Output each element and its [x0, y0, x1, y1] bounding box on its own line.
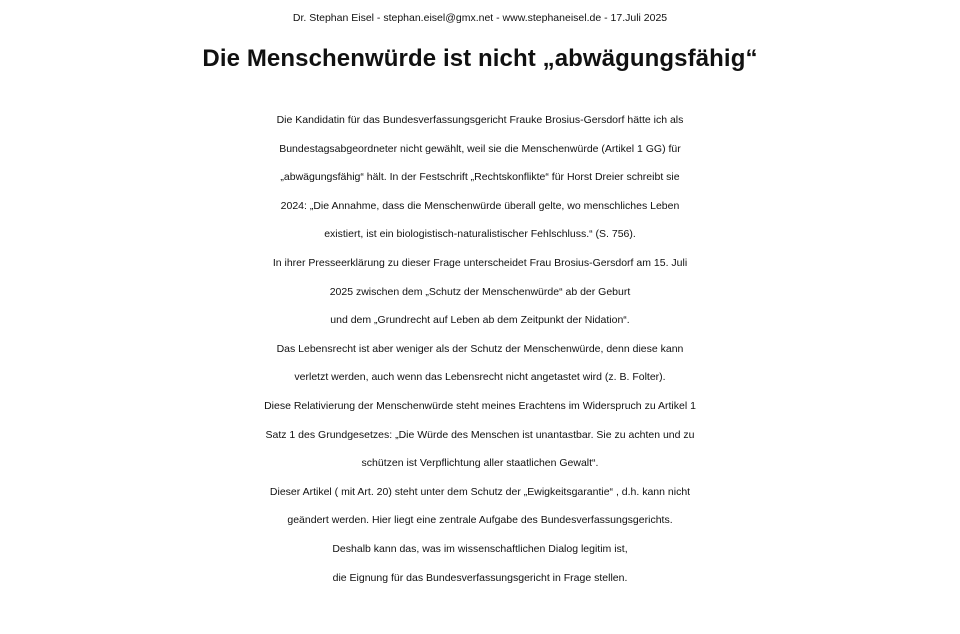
- body-line: Deshalb kann das, was im wissenschaftlichen Dialog legitim ist,: [332, 542, 628, 555]
- body-line: „abwägungsfähig“ hält. In der Festschrift „Rechtskonflikte“ für Horst Dreier schreibt sie: [280, 171, 680, 184]
- body-line: verletzt werden, auch wenn das Lebensrecht nicht angetastet wird (z. B. Folter).: [294, 371, 666, 384]
- body-line: die Eignung für das Bundesverfassungsgericht in Frage stellen.: [332, 571, 628, 584]
- body-line: In ihrer Presseerklärung zu dieser Frage unterscheidet Frau Brosius-Gersdorf am 15. Juli: [272, 256, 688, 269]
- body-line: Das Lebensrecht ist aber weniger als der Schutz der Menschenwürde, denn diese kann: [276, 342, 684, 355]
- body-line: Bundestagsabgeordneter nicht gewählt, weil sie die Menschenwürde (Artikel 1 GG) für: [279, 142, 681, 155]
- page-title: Die Menschenwürde ist nicht „abwägungsfähig“: [202, 45, 758, 72]
- body-line: Diese Relativierung der Menschenwürde steht meines Erachtens im Widerspruch zu Artikel 1: [264, 399, 696, 412]
- body-line: und dem „Grundrecht auf Leben ab dem Zeitpunkt der Nidation“.: [330, 314, 630, 327]
- body-line: schützen ist Verpflichtung aller staatlichen Gewalt“.: [361, 457, 599, 470]
- body-line: 2024: „Die Annahme, dass die Menschenwürde überall gelte, wo menschliches Leben: [280, 199, 680, 212]
- body-line: Dieser Artikel ( mit Art. 20) steht unter dem Schutz der „Ewigkeitsgarantie“ , d.h. kann nicht: [269, 485, 691, 498]
- author-byline: Dr. Stephan Eisel - stephan.eisel@gmx.net - www.stephaneisel.de - 17.Juli 2025: [292, 12, 668, 24]
- body-line: Die Kandidatin für das Bundesverfassungsgericht Frauke Brosius-Gersdorf hätte ich als: [276, 114, 684, 126]
- body-text: [0, 106, 960, 592]
- body-line: Satz 1 des Grundgesetzes: „Die Würde des Menschen ist unantastbar. Sie zu achten und zu: [265, 428, 695, 441]
- body-line: geändert werden. Hier liegt eine zentrale Aufgabe des Bundesverfassungsgerichts.: [287, 514, 673, 527]
- body-line: 2025 zwischen dem „Schutz der Menschenwürde“ ab der Geburt: [329, 285, 631, 298]
- body-line: existiert, ist ein biologistisch-naturalistischer Fehlschluss.“ (S. 756).: [324, 228, 636, 241]
